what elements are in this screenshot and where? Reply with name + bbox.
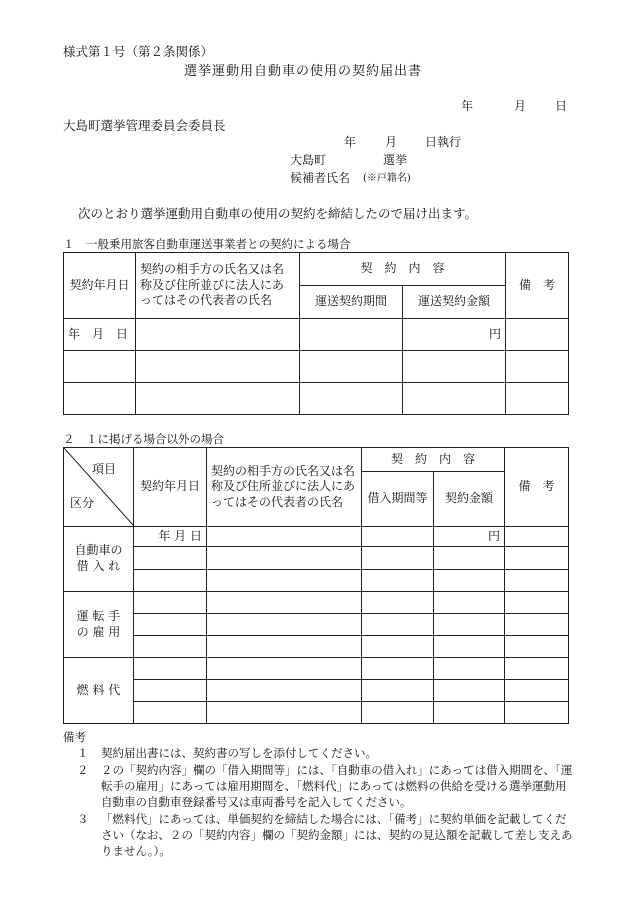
s2-party-cell[interactable] [207,636,362,658]
exec-month: 月 [385,135,398,149]
s2-amount-cell[interactable] [434,680,505,702]
table-row [64,527,569,547]
s2-amount-cell[interactable]: 円 [434,527,505,547]
notes-section [63,729,573,860]
diagonal-line [64,448,134,526]
s2-party-cell[interactable] [207,527,362,547]
s2-period-cell[interactable] [362,680,434,702]
s2-remarks-cell[interactable] [505,614,569,636]
s1-remarks-cell[interactable] [506,319,569,351]
s2-header-amount: 契約金額 [434,472,505,527]
table-row [64,570,569,592]
s1-date-cell[interactable] [64,351,136,383]
s2-header-remarks: 備 考 [505,448,569,527]
s2-party-cell[interactable] [207,570,362,592]
s2-amount-cell[interactable] [434,592,505,614]
s2-cat-car: 自動車の 借 入 れ [64,527,134,592]
s2-remarks-cell[interactable] [505,547,569,570]
s2-amount-cell[interactable] [434,547,505,570]
s2-party-cell[interactable] [207,614,362,636]
note-item [63,762,573,811]
s1-header-party: 契約の相手方の氏名又は名称及び住所並びに法人にあってはその代表者の氏名 [136,253,300,319]
note-item [63,745,573,761]
s1-remarks-cell[interactable] [506,351,569,383]
s2-remarks-cell[interactable] [505,592,569,614]
s2-amount-cell[interactable] [434,702,505,724]
table-row [64,383,569,415]
s1-header-period: 運送契約期間 [300,286,403,319]
town-name: 大島町 [290,153,327,167]
s1-party-cell[interactable] [136,351,300,383]
s2-date-cell[interactable] [134,592,207,614]
note-number: １ [77,746,89,761]
statement: 次のとおり選挙運動用自動車の使用の契約を締結したので届け出ます。 [78,206,478,221]
s2-amount-cell[interactable] [434,614,505,636]
candidate-note: (※戸籍名) [363,173,411,184]
date-day: 日 [555,99,568,113]
s1-period-cell[interactable] [300,319,403,351]
table-row [64,658,569,680]
s2-period-cell[interactable] [362,614,434,636]
s2-period-cell[interactable] [362,658,434,680]
note-number: ２ [77,762,89,777]
s2-party-cell[interactable] [207,592,362,614]
s1-header-date: 契約年月日 [64,253,136,319]
s1-amount-cell[interactable] [403,383,506,415]
s2-diagonal-header [64,448,134,527]
date-year: 年 [461,99,474,113]
table-row [64,351,569,383]
s1-header-remarks: 備 考 [506,253,569,319]
table-row [64,547,569,570]
s2-header-party: 契約の相手方の氏名又は名称及び住所並びに法人にあってはその代表者の氏名 [207,448,362,527]
s2-header-period: 借入期間等 [362,472,434,527]
s2-period-cell[interactable] [362,570,434,592]
s2-party-cell[interactable] [207,680,362,702]
s1-amount-cell[interactable]: 円 [403,319,506,351]
table-row [64,614,569,636]
s1-amount-cell[interactable] [403,351,506,383]
section1-heading: １ 一般乗用旅客自動車運送事業者との契約による場合 [63,237,351,251]
s1-remarks-cell[interactable] [506,383,569,415]
table-row [64,702,569,724]
s1-period-cell[interactable] [300,383,403,415]
s2-period-cell[interactable] [362,702,434,724]
section2-heading: ２ １に掲げる場合以外の場合 [63,432,224,446]
s2-remarks-cell[interactable] [505,680,569,702]
s1-period-cell[interactable] [300,351,403,383]
table-row [64,319,569,351]
s2-date-cell[interactable] [134,680,207,702]
s1-header-amount: 運送契約金額 [403,286,506,319]
s2-party-cell[interactable] [207,547,362,570]
date-month: 月 [514,99,527,113]
election-label: 選挙 [383,153,408,167]
s2-period-cell[interactable] [362,527,434,547]
s2-date-cell[interactable] [134,658,207,680]
s1-header-contents: 契 約 内 容 [300,253,506,286]
s2-remarks-cell[interactable] [505,527,569,547]
s2-remarks-cell[interactable] [505,636,569,658]
s2-header-contents: 契 約 内 容 [362,448,505,472]
addressee: 大島町選挙管理委員会委員長 [63,118,226,133]
s1-date-cell[interactable]: 年 月 日 [64,319,136,351]
note-text: ２の「契約内容」欄の「借入期間等」には、「自動車の借入れ」にあっては借入期間を、「運転手の雇用」にあっては雇用期間を、「燃料代」にあっては燃料の供給を受ける選挙運動用自動車の自動車登録番号又は車両番号を記入してください。 [101,762,573,810]
s2-header-date: 契約年月日 [134,448,207,527]
s1-party-cell[interactable] [136,383,300,415]
s2-amount-cell[interactable] [434,636,505,658]
note-number: ３ [77,811,89,826]
s2-period-cell[interactable] [362,547,434,570]
note-item [63,811,573,860]
s2-date-cell[interactable] [134,570,207,592]
section2-table [63,447,569,724]
table-row [64,636,569,658]
s2-remarks-cell[interactable] [505,702,569,724]
s2-date-cell[interactable] [134,614,207,636]
s1-party-cell[interactable] [136,319,300,351]
exec-day: 日執行 [425,135,462,149]
s2-diag-category: 区分 [70,496,95,510]
s2-party-cell[interactable] [207,658,362,680]
s2-remarks-cell[interactable] [505,570,569,592]
s2-party-cell[interactable] [207,702,362,724]
s2-amount-cell[interactable] [434,658,505,680]
notes-heading: 備考 [63,730,86,744]
s2-cat-fuel: 燃 料 代 [64,658,134,724]
s2-remarks-cell[interactable] [505,658,569,680]
s2-amount-cell[interactable] [434,570,505,592]
section1-table [63,252,569,415]
form-number: 様式第１号（第２条関係） [63,44,214,59]
table-row [64,592,569,614]
form-title: 選挙運動用自動車の使用の契約届出書 [184,64,423,79]
s2-period-cell[interactable] [362,592,434,614]
note-text: 「燃料代」にあっては、単価契約を締結した場合には、「備考」に契約単価を記載してください（なお、２の「契約内容」欄の「契約金額」には、契約の見込額を記載して差し支えありません。）。 [101,811,573,859]
note-text: 契約届出書には、契約書の写しを添付してください。 [101,746,377,761]
exec-year: 年 [344,135,357,149]
s2-date-cell[interactable]: 年 月 日 [134,527,207,547]
s2-date-cell[interactable] [134,702,207,724]
s2-date-cell[interactable] [134,547,207,570]
candidate-label: 候補者氏名 [290,171,351,185]
table-row [64,680,569,702]
s2-period-cell[interactable] [362,636,434,658]
s1-date-cell[interactable] [64,383,136,415]
s2-diag-item: 項目 [92,462,117,476]
s2-cat-driver: 運 転 手 の 雇 用 [64,592,134,658]
s2-date-cell[interactable] [134,636,207,658]
